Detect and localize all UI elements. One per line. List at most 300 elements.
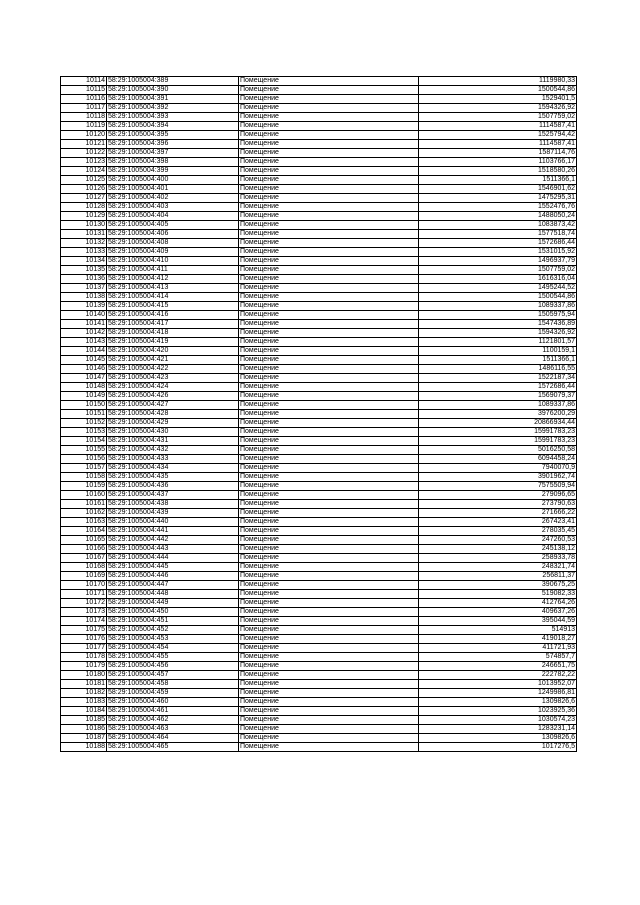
object-type-cell: Помещение [239, 185, 419, 194]
object-type-cell: Помещение [239, 347, 419, 356]
cadastral-number-cell: 58:29:1005004:434 [107, 464, 239, 473]
row-number-cell: 10146 [61, 365, 107, 374]
row-number-cell: 10153 [61, 428, 107, 437]
row-number-cell: 10147 [61, 374, 107, 383]
cadastral-value-cell: 1511366,1 [419, 356, 577, 365]
object-type-cell: Помещение [239, 257, 419, 266]
registry-table-body [61, 77, 577, 752]
row-number-cell: 10164 [61, 527, 107, 536]
cadastral-value-cell: 1103766,17 [419, 158, 577, 167]
object-type-cell: Помещение [239, 293, 419, 302]
row-number-cell: 10126 [61, 185, 107, 194]
object-type-cell: Помещение [239, 734, 419, 743]
cadastral-number-cell: 58:29:1005004:454 [107, 644, 239, 653]
object-type-cell: Помещение [239, 419, 419, 428]
object-type-cell: Помещение [239, 122, 419, 131]
row-number-cell: 10123 [61, 158, 107, 167]
row-number-cell: 10182 [61, 689, 107, 698]
table-row [61, 383, 577, 392]
row-number-cell: 10187 [61, 734, 107, 743]
object-type-cell: Помещение [239, 545, 419, 554]
cadastral-value-cell: 1495244,52 [419, 284, 577, 293]
cadastral-value-cell: 1616316,04 [419, 275, 577, 284]
table-row [61, 716, 577, 725]
row-number-cell: 10122 [61, 149, 107, 158]
cadastral-number-cell: 58:29:1005004:402 [107, 194, 239, 203]
cadastral-value-cell: 6094458,24 [419, 455, 577, 464]
cadastral-value-cell: 1249986,81 [419, 689, 577, 698]
row-number-cell: 10163 [61, 518, 107, 527]
object-type-cell: Помещение [239, 437, 419, 446]
row-number-cell: 10170 [61, 581, 107, 590]
cadastral-number-cell: 58:29:1005004:400 [107, 176, 239, 185]
cadastral-number-cell: 58:29:1005004:401 [107, 185, 239, 194]
cadastral-number-cell: 58:29:1005004:428 [107, 410, 239, 419]
cadastral-value-cell: 222782,22 [419, 671, 577, 680]
object-type-cell: Помещение [239, 482, 419, 491]
cadastral-number-cell: 58:29:1005004:457 [107, 671, 239, 680]
cadastral-number-cell: 58:29:1005004:408 [107, 239, 239, 248]
row-number-cell: 10185 [61, 716, 107, 725]
row-number-cell: 10165 [61, 536, 107, 545]
table-row [61, 464, 577, 473]
cadastral-number-cell: 58:29:1005004:423 [107, 374, 239, 383]
table-row [61, 293, 577, 302]
row-number-cell: 10135 [61, 266, 107, 275]
cadastral-number-cell: 58:29:1005004:440 [107, 518, 239, 527]
table-row [61, 419, 577, 428]
table-row [61, 527, 577, 536]
object-type-cell: Помещение [239, 284, 419, 293]
cadastral-value-cell: 1511366,1 [419, 176, 577, 185]
object-type-cell: Помещение [239, 266, 419, 275]
table-row [61, 536, 577, 545]
table-row [61, 509, 577, 518]
row-number-cell: 10140 [61, 311, 107, 320]
object-type-cell: Помещение [239, 635, 419, 644]
table-row [61, 671, 577, 680]
table-row [61, 113, 577, 122]
table-row [61, 149, 577, 158]
table-row [61, 626, 577, 635]
cadastral-number-cell: 58:29:1005004:463 [107, 725, 239, 734]
object-type-cell: Помещение [239, 491, 419, 500]
row-number-cell: 10150 [61, 401, 107, 410]
table-row [61, 131, 577, 140]
object-type-cell: Помещение [239, 428, 419, 437]
row-number-cell: 10167 [61, 554, 107, 563]
cadastral-number-cell: 58:29:1005004:464 [107, 734, 239, 743]
row-number-cell: 10154 [61, 437, 107, 446]
cadastral-value-cell: 1283231,14 [419, 725, 577, 734]
object-type-cell: Помещение [239, 500, 419, 509]
table-row [61, 302, 577, 311]
row-number-cell: 10116 [61, 95, 107, 104]
cadastral-value-cell: 1594326,92 [419, 104, 577, 113]
cadastral-number-cell: 58:29:1005004:458 [107, 680, 239, 689]
object-type-cell: Помещение [239, 563, 419, 572]
object-type-cell: Помещение [239, 167, 419, 176]
table-row [61, 743, 577, 752]
row-number-cell: 10138 [61, 293, 107, 302]
cadastral-number-cell: 58:29:1005004:399 [107, 167, 239, 176]
cadastral-value-cell: 1507759,02 [419, 266, 577, 275]
cadastral-number-cell: 58:29:1005004:435 [107, 473, 239, 482]
cadastral-value-cell: 1475295,31 [419, 194, 577, 203]
cadastral-number-cell: 58:29:1005004:420 [107, 347, 239, 356]
cadastral-value-cell: 1577518,74 [419, 230, 577, 239]
object-type-cell: Помещение [239, 653, 419, 662]
cadastral-number-cell: 58:29:1005004:421 [107, 356, 239, 365]
object-type-cell: Помещение [239, 374, 419, 383]
cadastral-value-cell: 514913 [419, 626, 577, 635]
table-row [61, 572, 577, 581]
object-type-cell: Помещение [239, 320, 419, 329]
table-row [61, 239, 577, 248]
cadastral-value-cell: 1594326,92 [419, 329, 577, 338]
object-type-cell: Помещение [239, 131, 419, 140]
cadastral-value-cell: 256811,37 [419, 572, 577, 581]
object-type-cell: Помещение [239, 680, 419, 689]
cadastral-number-cell: 58:29:1005004:419 [107, 338, 239, 347]
object-type-cell: Помещение [239, 194, 419, 203]
object-type-cell: Помещение [239, 113, 419, 122]
cadastral-value-cell: 279096,65 [419, 491, 577, 500]
cadastral-value-cell: 267423,41 [419, 518, 577, 527]
object-type-cell: Помещение [239, 140, 419, 149]
cadastral-value-cell: 245138,12 [419, 545, 577, 554]
object-type-cell: Помещение [239, 329, 419, 338]
row-number-cell: 10127 [61, 194, 107, 203]
object-type-cell: Помещение [239, 644, 419, 653]
row-number-cell: 10151 [61, 410, 107, 419]
row-number-cell: 10173 [61, 608, 107, 617]
table-row [61, 167, 577, 176]
object-type-cell: Помещение [239, 239, 419, 248]
cadastral-number-cell: 58:29:1005004:416 [107, 311, 239, 320]
cadastral-value-cell: 1569079,37 [419, 392, 577, 401]
object-type-cell: Помещение [239, 149, 419, 158]
cadastral-number-cell: 58:29:1005004:455 [107, 653, 239, 662]
row-number-cell: 10149 [61, 392, 107, 401]
object-type-cell: Помещение [239, 725, 419, 734]
cadastral-number-cell: 58:29:1005004:449 [107, 599, 239, 608]
row-number-cell: 10156 [61, 455, 107, 464]
object-type-cell: Помещение [239, 662, 419, 671]
cadastral-number-cell: 58:29:1005004:452 [107, 626, 239, 635]
cadastral-number-cell: 58:29:1005004:443 [107, 545, 239, 554]
cadastral-value-cell: 1017276,5 [419, 743, 577, 752]
object-type-cell: Помещение [239, 446, 419, 455]
table-row [61, 86, 577, 95]
row-number-cell: 10157 [61, 464, 107, 473]
cadastral-number-cell: 58:29:1005004:437 [107, 491, 239, 500]
cadastral-value-cell: 273790,63 [419, 500, 577, 509]
object-type-cell: Помещение [239, 302, 419, 311]
row-number-cell: 10166 [61, 545, 107, 554]
cadastral-value-cell: 1522187,34 [419, 374, 577, 383]
cadastral-value-cell: 246651,75 [419, 662, 577, 671]
table-row [61, 554, 577, 563]
row-number-cell: 10139 [61, 302, 107, 311]
row-number-cell: 10171 [61, 590, 107, 599]
table-row [61, 275, 577, 284]
table-row [61, 473, 577, 482]
object-type-cell: Помещение [239, 509, 419, 518]
table-row [61, 482, 577, 491]
object-type-cell: Помещение [239, 203, 419, 212]
cadastral-number-cell: 58:29:1005004:460 [107, 698, 239, 707]
cadastral-number-cell: 58:29:1005004:391 [107, 95, 239, 104]
cadastral-value-cell: 419018,27 [419, 635, 577, 644]
object-type-cell: Помещение [239, 401, 419, 410]
cadastral-number-cell: 58:29:1005004:462 [107, 716, 239, 725]
object-type-cell: Помещение [239, 527, 419, 536]
table-row [61, 212, 577, 221]
cadastral-value-cell: 411721,93 [419, 644, 577, 653]
table-row [61, 203, 577, 212]
cadastral-number-cell: 58:29:1005004:432 [107, 446, 239, 455]
row-number-cell: 10136 [61, 275, 107, 284]
table-row [61, 446, 577, 455]
object-type-cell: Помещение [239, 689, 419, 698]
object-type-cell: Помещение [239, 392, 419, 401]
object-type-cell: Помещение [239, 158, 419, 167]
table-row [61, 158, 577, 167]
cadastral-value-cell: 1013952,07 [419, 680, 577, 689]
cadastral-number-cell: 58:29:1005004:459 [107, 689, 239, 698]
row-number-cell: 10161 [61, 500, 107, 509]
object-type-cell: Помещение [239, 608, 419, 617]
row-number-cell: 10155 [61, 446, 107, 455]
row-number-cell: 10117 [61, 104, 107, 113]
cadastral-number-cell: 58:29:1005004:444 [107, 554, 239, 563]
row-number-cell: 10169 [61, 572, 107, 581]
table-row [61, 347, 577, 356]
row-number-cell: 10152 [61, 419, 107, 428]
row-number-cell: 10179 [61, 662, 107, 671]
row-number-cell: 10124 [61, 167, 107, 176]
object-type-cell: Помещение [239, 95, 419, 104]
table-row [61, 698, 577, 707]
cadastral-value-cell: 1089337,86 [419, 302, 577, 311]
cadastral-value-cell: 1525794,42 [419, 131, 577, 140]
object-type-cell: Помещение [239, 536, 419, 545]
table-row [61, 104, 577, 113]
table-row [61, 284, 577, 293]
row-number-cell: 10178 [61, 653, 107, 662]
cadastral-value-cell: 7575509,94 [419, 482, 577, 491]
cadastral-value-cell: 1309826,6 [419, 698, 577, 707]
cadastral-value-cell: 1119980,33 [419, 77, 577, 86]
cadastral-number-cell: 58:29:1005004:450 [107, 608, 239, 617]
object-type-cell: Помещение [239, 581, 419, 590]
table-row [61, 734, 577, 743]
cadastral-number-cell: 58:29:1005004:411 [107, 266, 239, 275]
cadastral-number-cell: 58:29:1005004:396 [107, 140, 239, 149]
cadastral-number-cell: 58:29:1005004:430 [107, 428, 239, 437]
object-type-cell: Помещение [239, 698, 419, 707]
cadastral-value-cell: 1023925,36 [419, 707, 577, 716]
row-number-cell: 10132 [61, 239, 107, 248]
object-type-cell: Помещение [239, 743, 419, 752]
cadastral-value-cell: 1309826,6 [419, 734, 577, 743]
cadastral-number-cell: 58:29:1005004:431 [107, 437, 239, 446]
cadastral-number-cell: 58:29:1005004:447 [107, 581, 239, 590]
object-type-cell: Помещение [239, 473, 419, 482]
cadastral-number-cell: 58:29:1005004:410 [107, 257, 239, 266]
cadastral-number-cell: 58:29:1005004:389 [107, 77, 239, 86]
table-row [61, 329, 577, 338]
row-number-cell: 10158 [61, 473, 107, 482]
table-row [61, 644, 577, 653]
table-row [61, 311, 577, 320]
row-number-cell: 10162 [61, 509, 107, 518]
row-number-cell: 10159 [61, 482, 107, 491]
row-number-cell: 10114 [61, 77, 107, 86]
cadastral-number-cell: 58:29:1005004:441 [107, 527, 239, 536]
cadastral-value-cell: 1030574,23 [419, 716, 577, 725]
table-row [61, 320, 577, 329]
table-row [61, 599, 577, 608]
row-number-cell: 10160 [61, 491, 107, 500]
table-row [61, 194, 577, 203]
table-row [61, 491, 577, 500]
cadastral-value-cell: 1083873,42 [419, 221, 577, 230]
cadastral-number-cell: 58:29:1005004:426 [107, 392, 239, 401]
row-number-cell: 10131 [61, 230, 107, 239]
cadastral-number-cell: 58:29:1005004:393 [107, 113, 239, 122]
object-type-cell: Помещение [239, 365, 419, 374]
row-number-cell: 10130 [61, 221, 107, 230]
object-type-cell: Помещение [239, 212, 419, 221]
cadastral-number-cell: 58:29:1005004:412 [107, 275, 239, 284]
row-number-cell: 10183 [61, 698, 107, 707]
cadastral-number-cell: 58:29:1005004:439 [107, 509, 239, 518]
cadastral-value-cell: 1486116,55 [419, 365, 577, 374]
table-row [61, 122, 577, 131]
cadastral-number-cell: 58:29:1005004:403 [107, 203, 239, 212]
cadastral-number-cell: 58:29:1005004:461 [107, 707, 239, 716]
cadastral-number-cell: 58:29:1005004:392 [107, 104, 239, 113]
cadastral-value-cell: 1546901,62 [419, 185, 577, 194]
registry-table [60, 76, 577, 752]
table-row [61, 428, 577, 437]
row-number-cell: 10184 [61, 707, 107, 716]
row-number-cell: 10128 [61, 203, 107, 212]
cadastral-value-cell: 1121801,57 [419, 338, 577, 347]
table-row [61, 410, 577, 419]
cadastral-value-cell: 1507759,02 [419, 113, 577, 122]
cadastral-value-cell: 1529401,5 [419, 95, 577, 104]
cadastral-value-cell: 3976200,29 [419, 410, 577, 419]
cadastral-value-cell: 1114587,41 [419, 140, 577, 149]
object-type-cell: Помещение [239, 518, 419, 527]
table-row [61, 266, 577, 275]
cadastral-number-cell: 58:29:1005004:442 [107, 536, 239, 545]
table-row [61, 248, 577, 257]
cadastral-value-cell: 1488050,24 [419, 212, 577, 221]
cadastral-number-cell: 58:29:1005004:427 [107, 401, 239, 410]
cadastral-number-cell: 58:29:1005004:415 [107, 302, 239, 311]
cadastral-value-cell: 1100159,1 [419, 347, 577, 356]
object-type-cell: Помещение [239, 590, 419, 599]
table-row [61, 95, 577, 104]
cadastral-value-cell: 1500544,86 [419, 293, 577, 302]
cadastral-value-cell: 1089337,86 [419, 401, 577, 410]
cadastral-value-cell: 390675,25 [419, 581, 577, 590]
table-row [61, 635, 577, 644]
table-row [61, 185, 577, 194]
cadastral-number-cell: 58:29:1005004:429 [107, 419, 239, 428]
object-type-cell: Помещение [239, 617, 419, 626]
object-type-cell: Помещение [239, 599, 419, 608]
cadastral-value-cell: 1531015,92 [419, 248, 577, 257]
cadastral-value-cell: 278035,45 [419, 527, 577, 536]
cadastral-number-cell: 58:29:1005004:409 [107, 248, 239, 257]
row-number-cell: 10119 [61, 122, 107, 131]
cadastral-number-cell: 58:29:1005004:397 [107, 149, 239, 158]
table-row [61, 518, 577, 527]
object-type-cell: Помещение [239, 338, 419, 347]
cadastral-number-cell: 58:29:1005004:404 [107, 212, 239, 221]
cadastral-value-cell: 395044,59 [419, 617, 577, 626]
cadastral-value-cell: 1572686,44 [419, 239, 577, 248]
row-number-cell: 10129 [61, 212, 107, 221]
row-number-cell: 10181 [61, 680, 107, 689]
cadastral-value-cell: 1552476,76 [419, 203, 577, 212]
table-row [61, 356, 577, 365]
cadastral-number-cell: 58:29:1005004:453 [107, 635, 239, 644]
table-row [61, 500, 577, 509]
row-number-cell: 10168 [61, 563, 107, 572]
table-row [61, 437, 577, 446]
cadastral-value-cell: 1572686,44 [419, 383, 577, 392]
object-type-cell: Помещение [239, 86, 419, 95]
object-type-cell: Помещение [239, 248, 419, 257]
table-row [61, 257, 577, 266]
cadastral-value-cell: 409637,26 [419, 608, 577, 617]
row-number-cell: 10121 [61, 140, 107, 149]
row-number-cell: 10118 [61, 113, 107, 122]
cadastral-number-cell: 58:29:1005004:424 [107, 383, 239, 392]
cadastral-number-cell: 58:29:1005004:465 [107, 743, 239, 752]
row-number-cell: 10143 [61, 338, 107, 347]
row-number-cell: 10176 [61, 635, 107, 644]
table-row [61, 563, 577, 572]
table-row [61, 230, 577, 239]
table-row [61, 662, 577, 671]
cadastral-number-cell: 58:29:1005004:422 [107, 365, 239, 374]
row-number-cell: 10172 [61, 599, 107, 608]
object-type-cell: Помещение [239, 410, 419, 419]
cadastral-value-cell: 1505975,94 [419, 311, 577, 320]
row-number-cell: 10186 [61, 725, 107, 734]
row-number-cell: 10175 [61, 626, 107, 635]
cadastral-number-cell: 58:29:1005004:436 [107, 482, 239, 491]
table-row [61, 608, 577, 617]
table-row [61, 176, 577, 185]
cadastral-number-cell: 58:29:1005004:394 [107, 122, 239, 131]
cadastral-number-cell: 58:29:1005004:448 [107, 590, 239, 599]
cadastral-number-cell: 58:29:1005004:418 [107, 329, 239, 338]
object-type-cell: Помещение [239, 716, 419, 725]
cadastral-value-cell: 247260,53 [419, 536, 577, 545]
row-number-cell: 10133 [61, 248, 107, 257]
table-row [61, 617, 577, 626]
row-number-cell: 10142 [61, 329, 107, 338]
cadastral-value-cell: 271666,22 [419, 509, 577, 518]
